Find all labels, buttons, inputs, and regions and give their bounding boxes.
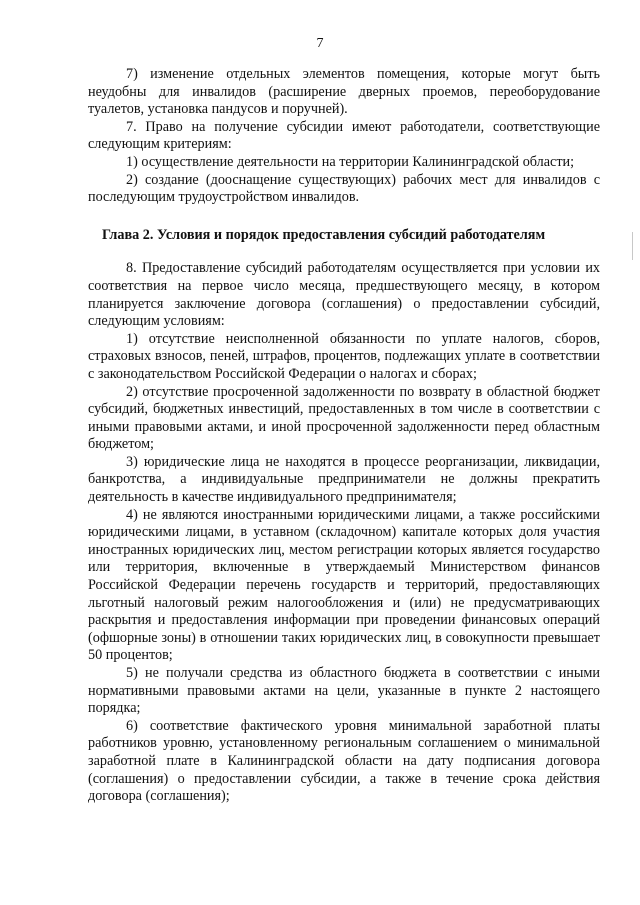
condition-4-foreign-entities: 4) не являются иностранными юридическими лицами, а также российскими юридическими лицами, в уставном (складочном) капитале которых доля участия иностранных юридических лиц, местом регистрации которых является государство или территория, включенные в утверждаемый Министерством финансов Российской Федерации перечень государств и территорий, предоставляющих льготный налоговый режим налогообложения и (или) не предусматривающих раскрытия и предоставления информации при проведении финансовых операций (офшорные зоны) в отношении таких юридических лиц, в совокупности превышает 50 процентов; — [88, 506, 600, 664]
document-body — [88, 66, 600, 806]
condition-3-reorganization: 3) юридические лица не находятся в процессе реорганизации, ликвидации, банкротства, а индивидуальные предприниматели не должны прекратить деятельность в качестве индивидуального предпринимателя; — [88, 453, 600, 506]
page-number: 7 — [316, 36, 324, 51]
paragraph-8-conditions: 8. Предоставление субсидий работодателям осуществляется при условии их соответствия на первое число месяца, предшествующего месяцу, в котором планируется заключение договора (соглашения) о предоставлении субсидий, следующим условиям: — [88, 260, 600, 330]
scan-edge-mark — [632, 232, 633, 260]
condition-1-tax-debts: 1) отсутствие неисполненной обязанности по уплате налогов, сборов, страховых взносов, пеней, штрафов, процентов, подлежащих уплате в соответствии с законодательством Российской Федерации о налогах и сборах; — [88, 330, 600, 382]
condition-6-minimum-wage: 6) соответствие фактического уровня минимальной заработной платы работников уровню, установленному региональным соглашением о минимальной заработной плате в Калининградской области на дату подписания договора (соглашения) о предоставлении субсидии, а также в течение срока действия договора (соглашения); — [88, 717, 600, 805]
chapter-heading: Глава 2. Условия и порядок предоставления субсидий работодателям — [102, 226, 546, 243]
paragraph-item-7-renovation: 7) изменение отдельных элементов помещения, которые могут быть неудобны для инвалидов (расширение дверных проемов, переоборудование туалетов, установка пандусов и поручней). — [88, 66, 600, 118]
paragraph-7-eligibility: 7. Право на получение субсидии имеют работодатели, соответствующие следующим критериям: — [88, 118, 600, 153]
condition-5-other-funds: 5) не получали средства из областного бюджета в соответствии с иными нормативными правовыми актами на цели, указанные в пункте 2 настоящего порядка; — [88, 665, 600, 717]
condition-2-overdue-debts: 2) отсутствие просроченной задолженности по возврату в областной бюджет субсидий, бюджетных инвестиций, предоставленных в том числе в соответствии с иными правовыми актами, и иной просроченной задолженности перед областным бюджетом; — [88, 383, 600, 453]
criterion-2-workplaces: 2) создание (дооснащение существующих) рабочих мест для инвалидов с последующим трудоустройством инвалидов. — [88, 171, 600, 206]
criterion-1-territory: 1) осуществление деятельности на территории Калининградской области; — [126, 153, 575, 170]
